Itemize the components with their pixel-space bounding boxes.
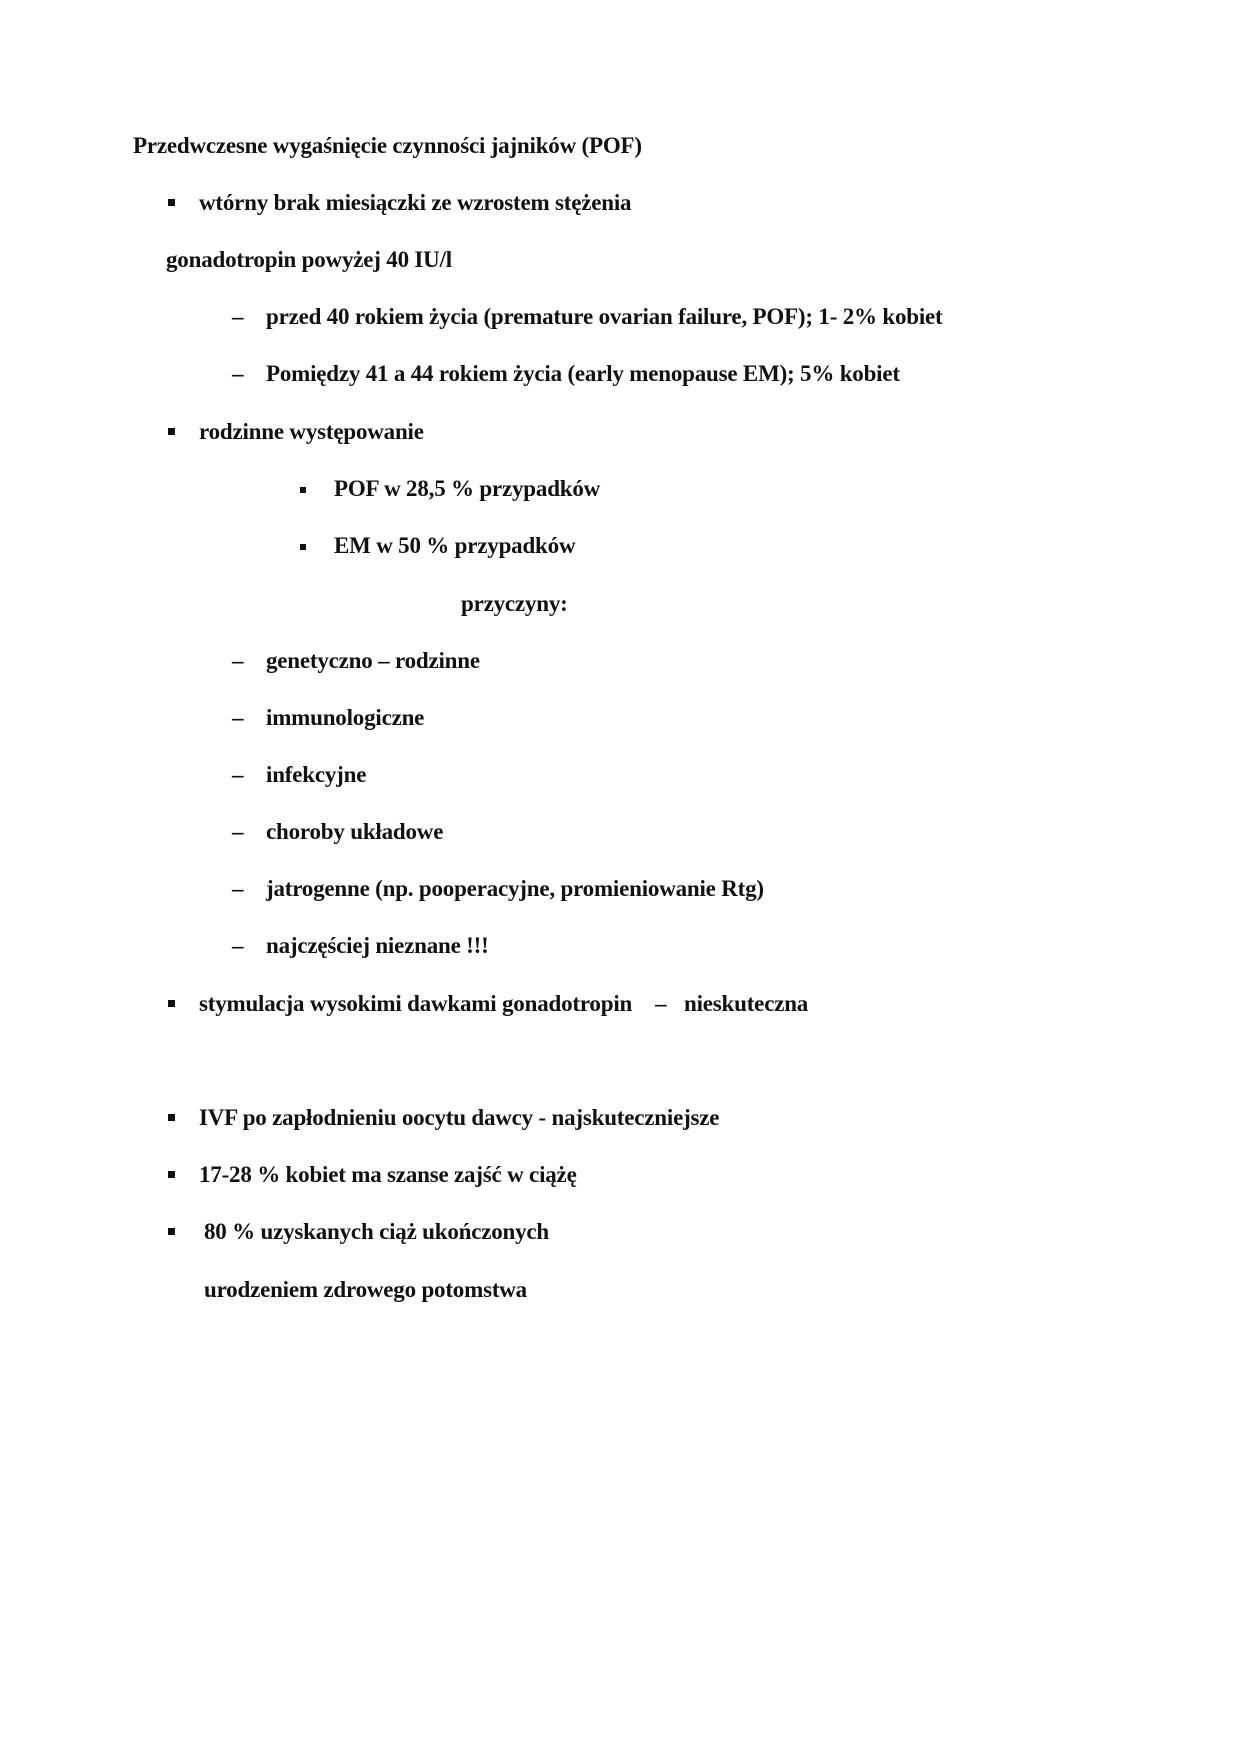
- sub-item: POF w 28,5 % przypadków: [334, 476, 601, 501]
- bullet-text-continued: urodzeniem zdrowego potomstwa: [204, 1277, 527, 1302]
- square-bullet-icon: [168, 1114, 175, 1121]
- square-bullet-icon: [300, 487, 306, 493]
- cause-item: infekcyjne: [266, 762, 367, 787]
- bullet-text-continued: gonadotropin powyżej 40 IU/l: [166, 247, 452, 272]
- sub-item: Pomiędzy 41 a 44 rokiem życia (early menopause EM); 5% kobiet: [266, 361, 900, 386]
- bullet-text: rodzinne występowanie: [199, 419, 424, 444]
- dash-icon: –: [232, 304, 244, 329]
- dash-icon: –: [232, 819, 244, 844]
- dash-icon: –: [232, 648, 244, 673]
- square-bullet-icon: [168, 199, 175, 206]
- sub-item: EM w 50 % przypadków: [334, 533, 576, 558]
- causes-heading: przyczyny:: [461, 591, 568, 616]
- square-bullet-icon: [168, 1228, 175, 1235]
- page-title: Przedwczesne wygaśnięcie czynności jajników (POF): [133, 133, 642, 158]
- bullet-text: stymulacja wysokimi dawkami gonadotropin: [199, 991, 633, 1016]
- square-bullet-icon: [168, 428, 175, 435]
- cause-item: jatrogenne (np. pooperacyjne, promieniowanie Rtg): [266, 876, 764, 901]
- dash-icon: –: [232, 762, 244, 787]
- bullet-text: 80 % uzyskanych ciąż ukończonych: [204, 1219, 550, 1244]
- cause-item: immunologiczne: [266, 705, 425, 730]
- bullet-text: 17-28 % kobiet ma szanse zajść w ciążę: [199, 1162, 577, 1187]
- bullet-text: wtórny brak miesiączki ze wzrostem stężenia: [199, 190, 632, 215]
- dash-icon: –: [232, 933, 244, 958]
- dash-icon: –: [655, 991, 667, 1016]
- cause-item: najczęściej nieznane !!!: [266, 933, 489, 958]
- bullet-result: nieskuteczna: [684, 991, 809, 1016]
- cause-item: choroby układowe: [266, 819, 444, 844]
- dash-icon: –: [232, 361, 244, 386]
- sub-item: przed 40 rokiem życia (premature ovarian failure, POF); 1- 2% kobiet: [266, 304, 943, 329]
- bullet-text: IVF po zapłodnieniu oocytu dawcy - najskuteczniejsze: [199, 1105, 720, 1130]
- square-bullet-icon: [168, 1000, 175, 1007]
- square-bullet-icon: [168, 1171, 175, 1178]
- dash-icon: –: [232, 705, 244, 730]
- dash-icon: –: [232, 876, 244, 901]
- square-bullet-icon: [300, 544, 306, 550]
- cause-item: genetyczno – rodzinne: [266, 648, 480, 673]
